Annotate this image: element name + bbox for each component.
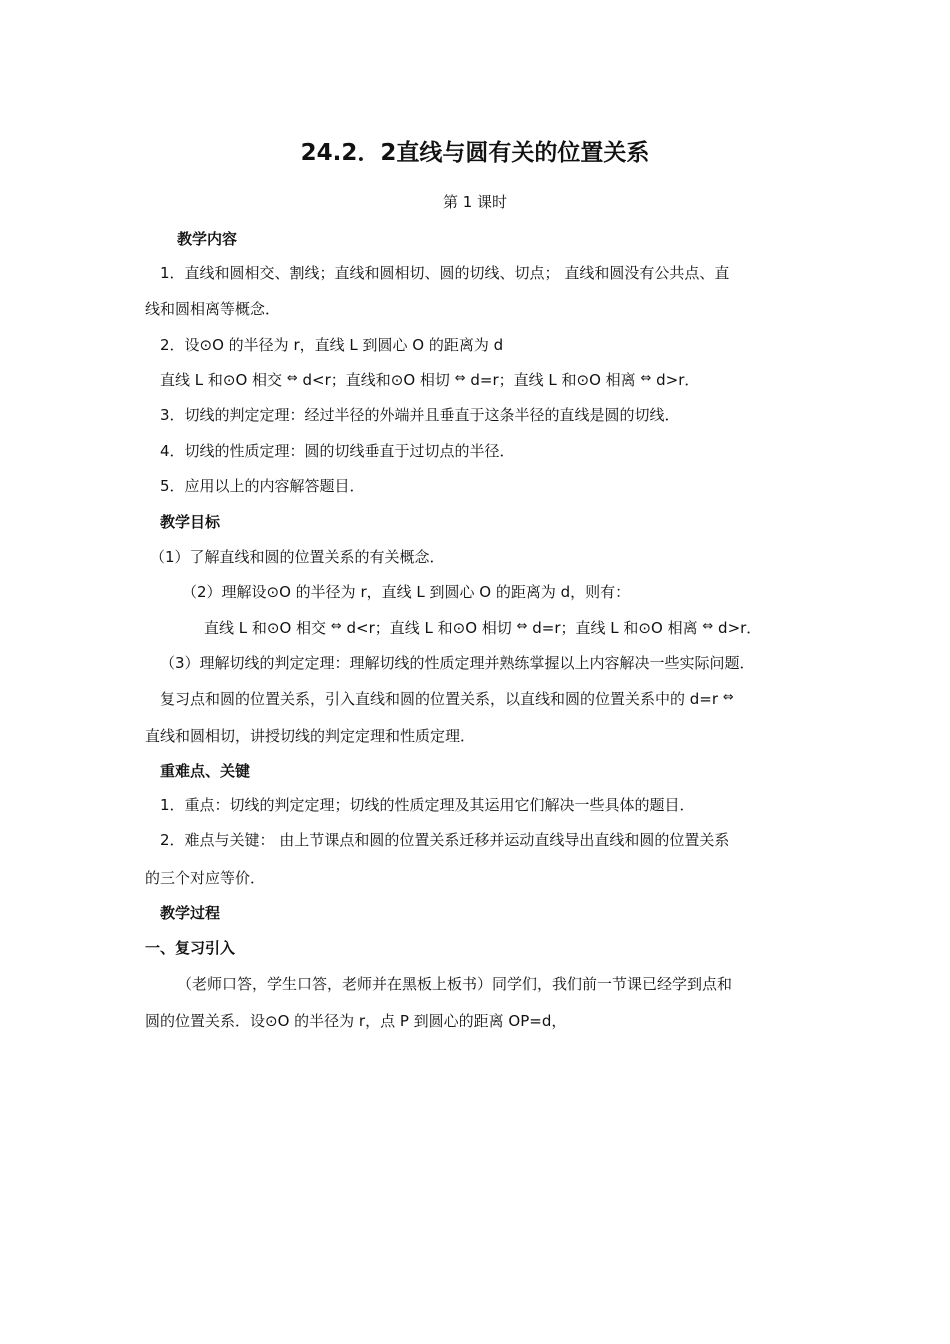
process-subheading: 一、复习引入 — [145, 939, 236, 957]
keypoint-2-line1: 2．难点与关键： 由上节课点和圆的位置关系迁移并运动直线导出直线和圆的位置关系 — [160, 831, 730, 849]
goal-relation-line — [204, 618, 761, 640]
content-item-1-line2: 线和圆相离等概念． — [145, 300, 281, 318]
relation-text: d>r． — [656, 371, 700, 389]
relation-text: d=r；直线 L 和⊙O 相离 — [532, 619, 698, 637]
goal-paragraph-line2: 直线和圆相切，讲授切线的判定定理和性质定理． — [145, 727, 476, 745]
relation-text: d<r；直线和⊙O 相切 — [302, 371, 450, 389]
content-item-1-line1: 1．直线和圆相交、割线；直线和圆相切、圆的切线、切点； 直线和圆没有公共点、直 — [160, 264, 730, 282]
relation-text: d>r． — [718, 619, 762, 637]
equivalence-arrow-icon: ⇔ — [640, 371, 652, 386]
equivalence-arrow-icon: ⇔ — [722, 690, 734, 705]
keypoint-2-line2: 的三个对应等价． — [145, 869, 266, 887]
relation-text: d<r；直线 L 和⊙O 相切 — [346, 619, 512, 637]
relation-text: d=r；直线 L 和⊙O 相离 — [470, 371, 636, 389]
goal-3: （3）理解切线的判定定理：理解切线的性质定理并熟练掌握以上内容解决一些实际问题． — [160, 654, 755, 672]
keypoint-1: 1．重点：切线的判定定理；切线的性质定理及其运用它们解决一些具体的题目． — [160, 796, 695, 814]
equivalence-arrow-icon: ⇔ — [286, 371, 298, 386]
equivalence-arrow-icon: ⇔ — [330, 619, 342, 634]
paragraph-text: 复习点和圆的位置关系，引入直线和圆的位置关系，以直线和圆的位置关系中的 d=r — [160, 690, 719, 708]
goal-2: （2）理解设⊙O 的半径为 r，直线 L 到圆心 O 的距离为 d，则有： — [182, 583, 631, 601]
content-relation-line — [160, 370, 699, 392]
section-heading-process: 教学过程 — [160, 904, 221, 922]
lesson-subtitle: 第 1 课时 — [442, 193, 508, 211]
page-title: 24.2．2直线与圆有关的位置关系 — [300, 140, 650, 166]
content-item-4: 4．切线的性质定理：圆的切线垂直于过切点的半径． — [160, 442, 515, 460]
section-heading-goals: 教学目标 — [160, 513, 221, 531]
content-item-2: 2．设⊙O 的半径为 r，直线 L 到圆心 O 的距离为 d — [160, 336, 504, 354]
equivalence-arrow-icon: ⇔ — [516, 619, 528, 634]
equivalence-arrow-icon: ⇔ — [454, 371, 466, 386]
equivalence-arrow-icon: ⇔ — [702, 619, 714, 634]
process-paragraph-line1: （老师口答，学生口答，老师并在黑板上板书）同学们，我们前一节课已经学到点和 — [177, 975, 733, 993]
goal-paragraph-line1 — [160, 689, 734, 711]
relation-text: 直线 L 和⊙O 相交 — [160, 371, 283, 389]
goal-1: （1）了解直线和圆的位置关系的有关概念． — [150, 548, 445, 566]
section-heading-content: 教学内容 — [177, 230, 238, 248]
content-item-5: 5．应用以上的内容解答题目． — [160, 477, 365, 495]
section-heading-keypoints: 重难点、关键 — [160, 762, 251, 780]
relation-text: 直线 L 和⊙O 相交 — [204, 619, 327, 637]
content-item-3: 3．切线的判定定理：经过半径的外端并且垂直于这条半径的直线是圆的切线． — [160, 406, 680, 424]
process-paragraph-line2: 圆的位置关系．设⊙O 的半径为 r，点 P 到圆心的距离 OP=d， — [145, 1012, 567, 1030]
